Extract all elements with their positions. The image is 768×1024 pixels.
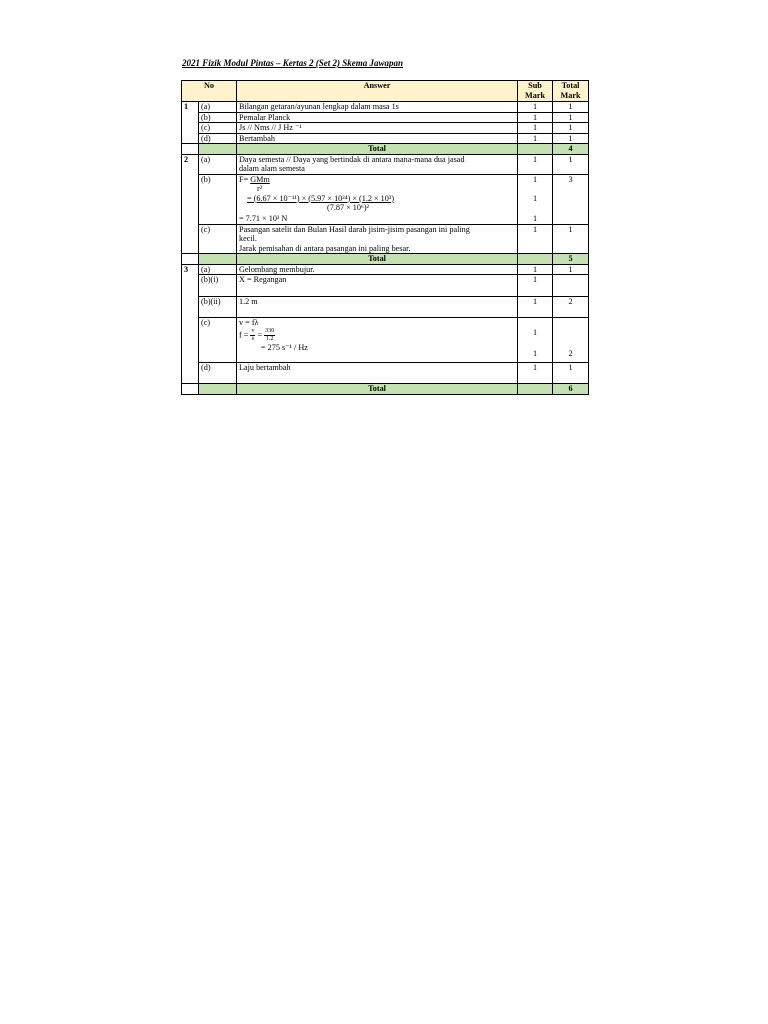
answer-cell: Gelombang membujur. (237, 264, 518, 275)
answer-line: Jarak pemisahan di antara pasangan ini paling besar. (239, 243, 411, 253)
question-number: 2 (182, 154, 199, 254)
total-mark: 1 (553, 264, 589, 275)
part-label: (d) (199, 363, 237, 384)
table-row (182, 133, 589, 144)
answer-cell: Bilangan getaran/ayunan lengkap dalam masa 1s (237, 102, 518, 113)
answer-cell: Bertambah (237, 133, 518, 144)
formula-label: f = (239, 329, 251, 339)
total-row (182, 384, 589, 395)
part-label: (c) (199, 224, 237, 254)
sub-mark: 1 (532, 194, 538, 203)
total-value: 6 (553, 384, 589, 395)
sub-mark: 1 (532, 348, 538, 358)
total-mark: 3 (553, 174, 589, 224)
formula-denominator: r² (257, 184, 263, 193)
sub-mark: 1 (518, 112, 553, 123)
result-line: = 7.71 × 10³ N (239, 213, 288, 223)
answer-line: kecil. (239, 234, 257, 243)
substitution-denominator: (7.87 × 10⁶)² (327, 203, 370, 212)
answer-cell: X = Regangan (237, 275, 518, 297)
sub-mark: 1 (518, 133, 553, 144)
total-mark (553, 275, 589, 297)
total-label: Total (237, 384, 518, 395)
fraction-values: $\frac{330}{1.2}$ (265, 327, 275, 342)
table-row (182, 297, 589, 318)
total-mark: 1 (553, 133, 589, 144)
total-row (182, 144, 589, 155)
header-total-mark: Total Mark (553, 81, 589, 102)
total-mark: 1 (553, 363, 589, 384)
part-label: (b) (199, 174, 237, 224)
total-value: 4 (553, 144, 589, 155)
total-mark: 1 (553, 224, 589, 254)
total-label: Total (237, 254, 518, 265)
answer-line: dalam alam semesta (239, 164, 305, 173)
sub-mark: 1 (518, 102, 553, 113)
document-title: 2021 Fizik Modul Pintas – Kertas 2 (Set 2) Skema Jawapan (182, 58, 404, 68)
table-row (182, 318, 589, 363)
total-mark: 1 (553, 102, 589, 113)
total-mark: 2 (553, 297, 589, 318)
sub-mark: 1 (532, 328, 538, 337)
header-answer: Answer (237, 81, 518, 102)
table-row (182, 264, 589, 275)
answer-cell: 1.2 m (237, 297, 518, 318)
answer-cell: Laju bertambah (237, 363, 518, 384)
part-label: (a) (199, 154, 237, 174)
table-row (182, 123, 589, 134)
formula-prefix: F= (239, 174, 251, 184)
sub-mark: 1 (518, 123, 553, 134)
part-label: (c) (199, 123, 237, 134)
answer-cell (237, 224, 518, 254)
total-label: Total (237, 144, 518, 155)
total-mark: 1 (553, 112, 589, 123)
question-number: 3 (182, 264, 199, 384)
part-label: (b)(ii) (199, 297, 237, 318)
header-row (182, 81, 589, 102)
answer-line: Daya semesta // Daya yang bertindak di antara mana-mana dua jasad (239, 154, 465, 164)
answer-cell: v = fλ f = $\frac{v}{\lambda}$ = $\frac{330}{1.2}$ = 275 s⁻¹ / Hz (237, 318, 518, 363)
sub-mark: 1 (518, 297, 553, 318)
total-row (182, 254, 589, 265)
sub-mark: 1 (518, 154, 553, 174)
result-line: = 275 s⁻¹ / Hz (261, 342, 308, 352)
answer-cell: Js // Nms // J Hz ⁻¹ (237, 123, 518, 134)
table-row (182, 154, 589, 174)
total-mark: 1 (553, 123, 589, 134)
header-sub-mark: Sub Mark (518, 81, 553, 102)
answer-cell (237, 154, 518, 174)
answer-cell: Pemalar Planck (237, 112, 518, 123)
part-label: (b)(i) (199, 275, 237, 297)
formula-numerator: GMm (250, 174, 270, 184)
part-label: (b) (199, 112, 237, 123)
sub-mark: 1 (518, 264, 553, 275)
marking-scheme-table (181, 80, 589, 395)
sub-mark: 1 (518, 363, 553, 384)
table-row (182, 363, 589, 384)
sub-mark: 1 (518, 275, 553, 297)
total-mark: 2 (568, 349, 573, 358)
sub-mark: 1 (532, 174, 538, 184)
part-label: (a) (199, 102, 237, 113)
total-mark: 1 (553, 154, 589, 174)
total-value: 5 (553, 254, 589, 265)
part-label: (d) (199, 133, 237, 144)
question-number: 1 (182, 102, 199, 144)
formula-line: v = fλ (239, 318, 259, 327)
part-label: (a) (199, 264, 237, 275)
substitution-line: = (6.67 × 10⁻¹¹) × (5.97 × 10²⁴) × (1.2 × 10³) (247, 193, 395, 203)
sub-mark: 1 (518, 224, 553, 254)
table-row (182, 102, 589, 113)
table-row (182, 174, 589, 224)
table-row (182, 275, 589, 297)
answer-line: Pasangan satelit dan Bulan Hasil darab jisim-jisim pasangan ini paling (239, 224, 470, 234)
header-no: No (182, 81, 237, 102)
table-row (182, 224, 589, 254)
answer-cell (237, 174, 518, 224)
table-row (182, 112, 589, 123)
fraction-v-over-lambda: $\frac{v}{\lambda}$ (251, 327, 255, 342)
sub-mark: 1 (532, 213, 538, 223)
part-label: (c) (199, 318, 237, 363)
